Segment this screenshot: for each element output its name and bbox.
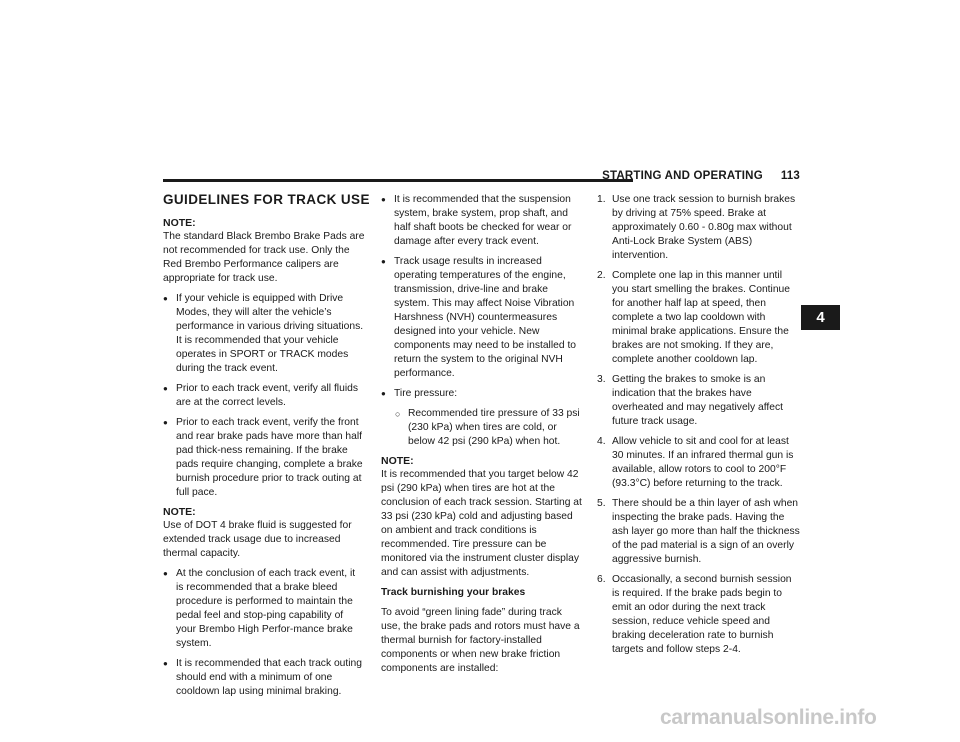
- list-item: ● It is recommended that the suspension system, brake system, prop shaft, and half shaft boots be checked for wear or damage after every track event.: [381, 194, 572, 247]
- page-number: 113: [780, 170, 800, 182]
- list-item: ● Prior to each track event, verify all fluids are at the correct levels.: [163, 383, 358, 408]
- step-item: [597, 193, 801, 263]
- step-text: Getting the brakes to smoke is an indication that the brakes have overheated and may negatively affect future track usage.: [612, 374, 783, 427]
- bullet-icon: ●: [381, 195, 386, 204]
- bullet-icon: ●: [381, 257, 386, 266]
- bullet-icon: ●: [163, 569, 168, 578]
- step-item: [597, 573, 801, 657]
- step-item: [597, 269, 801, 367]
- watermark: carmanualsonline.info: [660, 706, 877, 729]
- note-text: It is recommended that you target below 42 psi (290 kPa) when tires are hot at the conclusion of each track session. Starting at 33 psi (230 kPa) cold and adjusting based on ambient and track conditions is recommended. Tire pressure can be monitored via the instrument cluster display and can assist with adjustments.: [381, 469, 582, 578]
- column-left: [163, 192, 370, 705]
- step-number: 2.: [597, 270, 606, 281]
- body-text: To avoid “green lining fade” during track use, the brake pads and rotors must have a thermal burnish for factory-installed components or when new brake friction components are installed:: [381, 607, 580, 674]
- chapter-tab[interactable]: 4: [801, 305, 840, 330]
- subheading: Track burnishing your brakes: [381, 587, 526, 598]
- step-text: There should be a thin layer of ash when inspecting the brake pads. Having the ash layer go more than half the thickness of the pad material is a sign of an overly aggressive burnish.: [612, 498, 800, 565]
- step-number: 5.: [597, 498, 606, 509]
- step-text: Use one track session to burnish brakes by driving at 75% speed. Brake at approximately 0.60 - 0.80g max without Anti-Lock Brake System (ABS) intervention.: [612, 194, 796, 261]
- step-item: [597, 497, 801, 567]
- bullet-icon: ●: [163, 659, 168, 668]
- step-number: 4.: [597, 436, 606, 447]
- step-item: [597, 373, 801, 429]
- step-text: Occasionally, a second burnish session is required. If the brake pads begin to emit an odor during the next track session, reduce vehicle speed and braking deceleration rate to burnish targets and follow steps 2-4.: [612, 574, 792, 655]
- bullet-icon: ●: [163, 418, 168, 427]
- note-text: Use of DOT 4 brake fluid is suggested for extended track usage due to increased thermal capacity.: [163, 520, 352, 559]
- step-number: 1.: [597, 194, 606, 205]
- section-name: STARTING AND OPERATING: [602, 170, 763, 182]
- step-item: [597, 435, 801, 491]
- column-right: [597, 193, 801, 663]
- note-label: NOTE:: [163, 506, 196, 518]
- note-label: NOTE:: [381, 455, 414, 467]
- note-text: The standard Black Brembo Brake Pads are not recommended for track use. Only the Red Brembo Performance calipers are appropriate for track use.: [163, 231, 365, 284]
- list-item: ● Prior to each track event, verify the front and rear brake pads have more than half pad thick-ness remaining. If the brake pads require changing, complete a brake burnish procedure prior to track outing at full pace.: [163, 417, 363, 498]
- list-item: ● At the conclusion of each track event, it is recommended that a brake bleed procedure is performed to maintain the pedal feel and stop-ping capability of your Brembo High Perfor-mance brake system.: [163, 568, 356, 649]
- step-number: 3.: [597, 374, 606, 385]
- header-rule: [163, 179, 633, 182]
- bullet-icon: ●: [163, 384, 168, 393]
- note-label: NOTE:: [163, 217, 196, 229]
- sub-list-item: ○ Recommended tire pressure of 33 psi (230 kPa) when tires are cold, or below 42 psi (290 kPa) when hot.: [395, 408, 580, 447]
- step-number: 6.: [597, 574, 606, 585]
- list-item: ● Track usage results in increased operating temperatures of the engine, transmission, drive-line and brake system. This may affect Noise Vibration Harshness (NVH) countermeasures designed into your vehicle. New components may need to be installed to return the system to the original NVH performance.: [381, 256, 577, 379]
- section-title: GUIDELINES FOR TRACK USE: [163, 192, 370, 207]
- hollow-bullet-icon: ○: [395, 409, 401, 419]
- list-item: ● If your vehicle is equipped with Drive Modes, they will alter the vehicle’s performance in various driving situations. It is recommended that your vehicle operates in SPORT or TRACK modes during the track event.: [163, 293, 364, 374]
- list-item: ● Tire pressure:: [381, 388, 458, 399]
- step-text: Complete one lap in this manner until you start smelling the brakes. Continue for another half lap at speed, then complete a two lap cooldown with minimal brake applications. Ensure the brakes are not smoking. If they are, complete another cooldown lap.: [612, 270, 790, 365]
- list-item: ● It is recommended that each track outing should end with a minimum of one cooldown lap using minimal braking.: [163, 658, 363, 697]
- page-header: [602, 170, 800, 182]
- column-middle: [381, 193, 583, 682]
- bullet-icon: ●: [381, 389, 386, 398]
- step-text: Allow vehicle to sit and cool for at least 30 minutes. If an infrared thermal gun is available, allow rotors to cool to 200°F (93.3°C) before returning to the track.: [612, 436, 794, 489]
- bullet-icon: ●: [163, 294, 168, 303]
